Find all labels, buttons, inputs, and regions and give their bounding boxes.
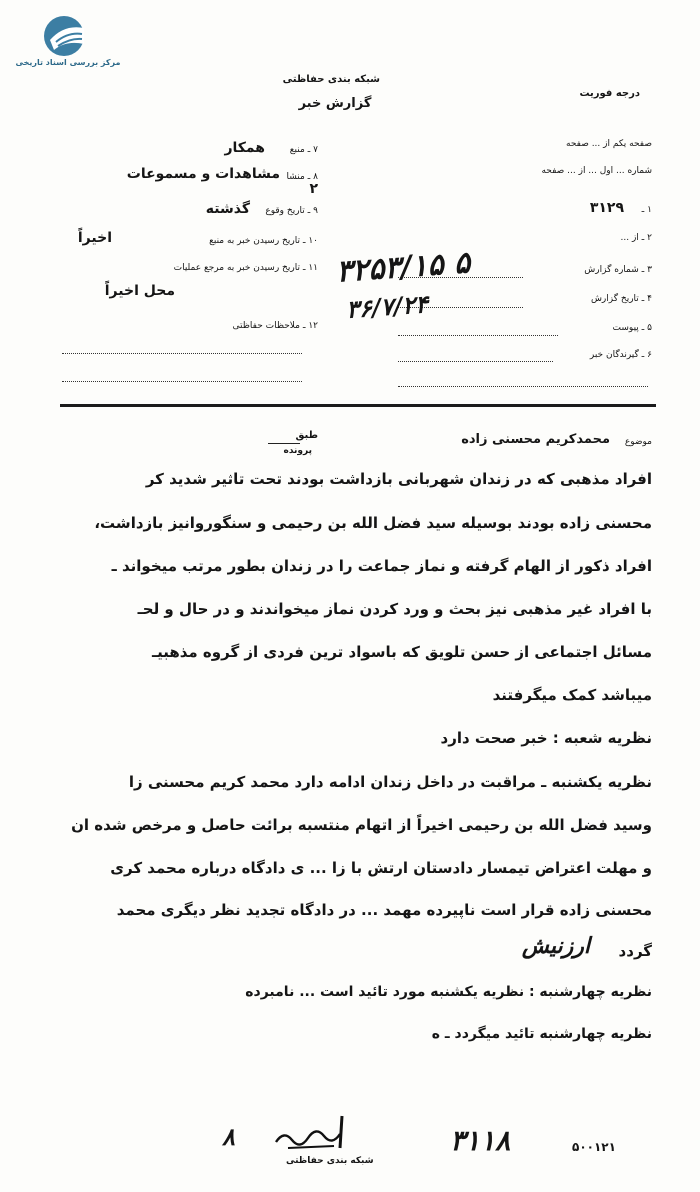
margin-note-top: طبق xyxy=(295,430,318,441)
field-8-value: مشاهدات و مسموعات xyxy=(126,166,280,182)
dotted-line xyxy=(398,334,558,336)
field-5-label: ۵ ـ پیوست xyxy=(612,323,652,333)
body-line: میباشد کمک میگرفتند xyxy=(492,686,652,704)
signature-scribble xyxy=(270,1112,370,1156)
subject-label: موضوع xyxy=(624,437,652,447)
field-12-label: ۱۲ ـ ملاحظات حفاظتی xyxy=(232,321,318,331)
field-11-value: محل اخیراً xyxy=(104,283,175,299)
body-line: افراد ذکور از الهام گرفته و نماز جماعت را در زندان بطور مرتب میخواند ـ xyxy=(111,557,652,575)
body-line: وسید فضل الله بن رحیمی اخیراً از اتهام منتسبه برائت حاصل و مرخص شده ان xyxy=(71,816,652,834)
footer-dept-stamp: شبکه بندی حفاظتی xyxy=(286,1156,374,1166)
footer-number: ۳۱۱۸ xyxy=(450,1124,511,1157)
archive-logo xyxy=(12,14,124,74)
field-page: صفحه یکم از ... صفحه xyxy=(566,139,652,149)
dotted-line xyxy=(62,352,302,354)
handwritten-signature-icon xyxy=(270,1112,370,1156)
department-label: شبکه بندی حفاظتی xyxy=(282,74,380,85)
field-copy: شماره ... اول ... از ... صفحه xyxy=(541,166,652,176)
dotted-line xyxy=(398,385,648,387)
registry-stamp-number: ۳۲۵۳/۱۵ ۵ xyxy=(334,245,472,290)
field-4-label: ۴ ـ تاریخ گزارش xyxy=(590,294,652,304)
field-1-label: ۱ ـ xyxy=(641,205,652,215)
registry-stamp-date: ۳۶/۷/۲۴ xyxy=(345,289,429,324)
body-line: محسنی زاده بودند بوسیله سید فضل الله بن رحیمی و سنگوروانیز بازداشت، xyxy=(94,514,652,532)
subject-value: محمدکریم محسنی زاده xyxy=(461,432,610,447)
body-line: افراد مذهبی که در زندان شهربانی بازداشت بودند تحت تاثیر شدید کر xyxy=(145,470,652,488)
logo-caption: مرکز بررسی اسناد تاریخی xyxy=(15,58,121,67)
priority-label: درجه فوریت xyxy=(579,88,640,99)
field-11-label: ۱۱ ـ تاریخ رسیدن خبر به مرجع عملیات xyxy=(173,263,318,273)
closing-line: نظریه چهارشنبه تائید میگردد ـ ه xyxy=(431,1026,652,1042)
body-line: و مهلت اعتراض تیمسار دادستان ارتش با زا ... ی دادگاه درباره محمد کری xyxy=(110,859,652,877)
field-1-value: ۳۱۲۹ xyxy=(589,200,624,216)
book-emblem-icon xyxy=(40,14,96,60)
field-9-value: گذشته xyxy=(205,201,250,217)
field-7-value: همکار xyxy=(224,140,265,156)
field-9-label: ۹ ـ تاریخ وقوع xyxy=(265,206,318,216)
field-10-label: ۱۰ ـ تاریخ رسیدن خبر به منبع xyxy=(209,236,318,246)
closing-line: نظریه چهارشنبه : نظریه یکشنبه مورد تائید است ... نامبرده xyxy=(245,984,652,1000)
field-2-label: ۲ ـ از ... xyxy=(620,233,652,243)
header-separator xyxy=(60,404,656,407)
margin-note-bottom: پرونده xyxy=(283,446,312,456)
dotted-line xyxy=(62,380,302,382)
copy-number-hand: ۲ xyxy=(309,181,318,197)
field-8-label: ۸ ـ منشا xyxy=(286,172,318,182)
body-line: محسنی زاده قرار است ناپیرده مهمد ... در دادگاه تجدید نظر دیگری محمد xyxy=(116,901,652,919)
footer-code: ۵۰۰۱۲۱ xyxy=(572,1140,616,1154)
signature-mark: ۸ xyxy=(222,1122,235,1151)
body-line: مسائل اجتماعی از حسن تلویق که باسواد ترین فردی از گروه مذهبیـ xyxy=(151,643,652,661)
field-3-label: ۳ ـ شماره گزارش xyxy=(584,265,652,275)
body-line: با افراد غیر مذهبی نیز بحث و ورد کردن نماز میخواندند و در حال و لحـ xyxy=(137,600,652,618)
body-line: نظریه شعبه : خبر صحت دارد xyxy=(440,729,652,747)
handwritten-note: ارزنیش xyxy=(521,933,590,959)
field-10-value: اخیراً xyxy=(77,230,112,246)
field-7-label: ۷ ـ منبع xyxy=(289,145,318,155)
report-title: گزارش خبر xyxy=(298,96,372,111)
margin-note-rule xyxy=(268,443,300,444)
field-6-label: ۶ ـ گیرندگان خبر xyxy=(589,350,652,360)
body-line: گردد xyxy=(618,942,652,960)
body-line: نظریه یکشنبه ـ مراقبت در داخل زندان ادامه دارد محمد کریم محسنی زا xyxy=(128,773,652,791)
dotted-line xyxy=(398,360,553,362)
